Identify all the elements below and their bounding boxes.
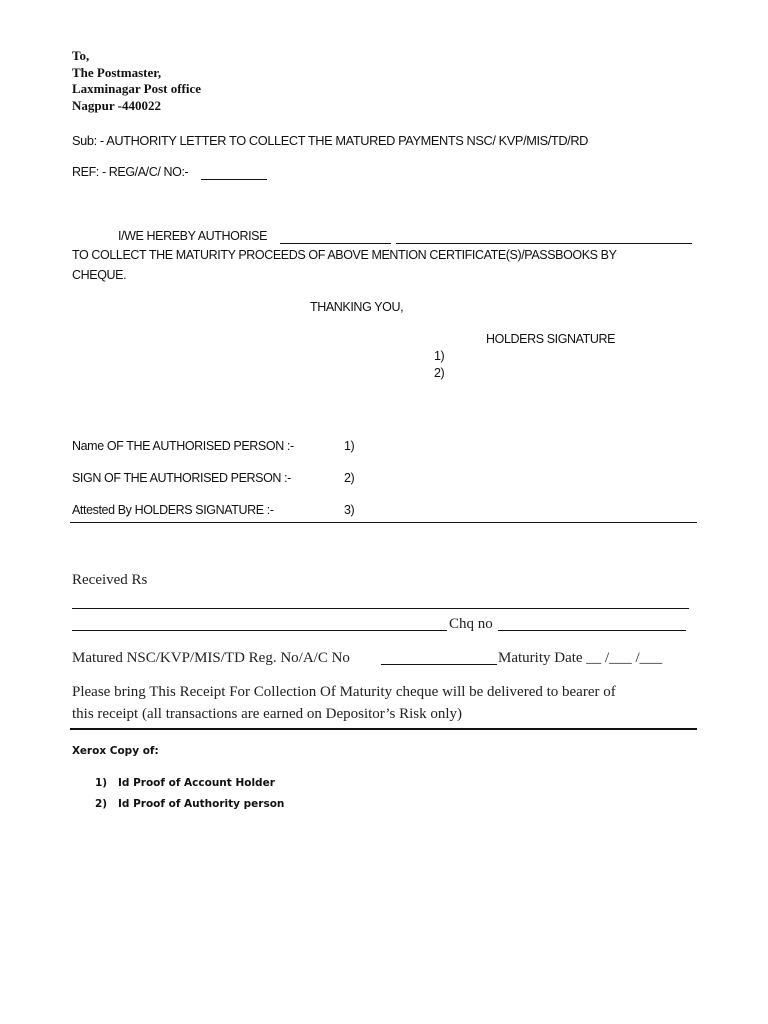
authorised-person-name-num: 1): [344, 439, 355, 453]
address-line-2: Laxminagar Post office: [72, 81, 202, 96]
receipt-divider: [70, 728, 697, 730]
address-to: To,: [72, 48, 90, 63]
receipt-notice-line-1: Please bring This Receipt For Collection Of Maturity cheque will be delivered to bearer of: [72, 684, 616, 700]
address-line-1: The Postmaster,: [72, 65, 162, 80]
section-divider: [70, 522, 697, 523]
authorised-person-sign-label: SIGN OF THE AUTHORISED PERSON :-: [72, 471, 291, 485]
authorise-blank-2: [396, 243, 692, 244]
xerox-title: Xerox Copy of:: [72, 745, 159, 757]
address-line-3: Nagpur -440022: [72, 98, 161, 113]
received-amount-line: [72, 608, 689, 609]
authorise-line-3: CHEQUE.: [72, 268, 127, 282]
authorised-person-name-label: Name OF THE AUTHORISED PERSON :-: [72, 439, 294, 453]
chq-no-line: [498, 630, 686, 631]
attested-by-label: Attested By HOLDERS SIGNATURE :-: [72, 503, 274, 517]
matured-reg-line: [381, 664, 497, 665]
maturity-date-label: Maturity Date __ /___ /___: [498, 650, 663, 666]
xerox-item-text: Id Proof of Authority person: [118, 798, 285, 810]
xerox-item-text: Id Proof of Account Holder: [118, 777, 275, 789]
holders-signature-item: 1): [434, 349, 445, 363]
authorise-blank-1: [280, 243, 391, 244]
xerox-item-num: 1): [95, 777, 108, 789]
reference-blank: [201, 179, 267, 180]
received-rs-label: Received Rs: [72, 572, 148, 588]
holders-signature-title: HOLDERS SIGNATURE: [486, 332, 616, 346]
matured-reg-label: Matured NSC/KVP/MIS/TD Reg. No/A/C No: [72, 650, 350, 666]
authorised-person-sign-num: 2): [344, 471, 355, 485]
subject-line: Sub: - AUTHORITY LETTER TO COLLECT THE MATURED PAYMENTS NSC/ KVP/MIS/TD/RD: [72, 133, 589, 148]
chq-no-label: Chq no: [449, 616, 493, 632]
holders-signature-item: 2): [434, 366, 445, 380]
reference-label: REF: - REG/A/C/ NO:-: [72, 165, 189, 179]
authorise-line-1: I/WE HEREBY AUTHORISE: [118, 229, 268, 243]
xerox-item-num: 2): [95, 798, 108, 810]
amount-words-line: [72, 630, 447, 631]
thanking-text: THANKING YOU,: [310, 300, 404, 314]
authorise-line-2: TO COLLECT THE MATURITY PROCEEDS OF ABOVE MENTION CERTIFICATE(S)/PASSBOOKS BY: [72, 248, 617, 262]
receipt-notice-line-2: this receipt (all transactions are earned on Depositor’s Risk only): [72, 706, 463, 722]
attested-by-num: 3): [344, 503, 355, 517]
